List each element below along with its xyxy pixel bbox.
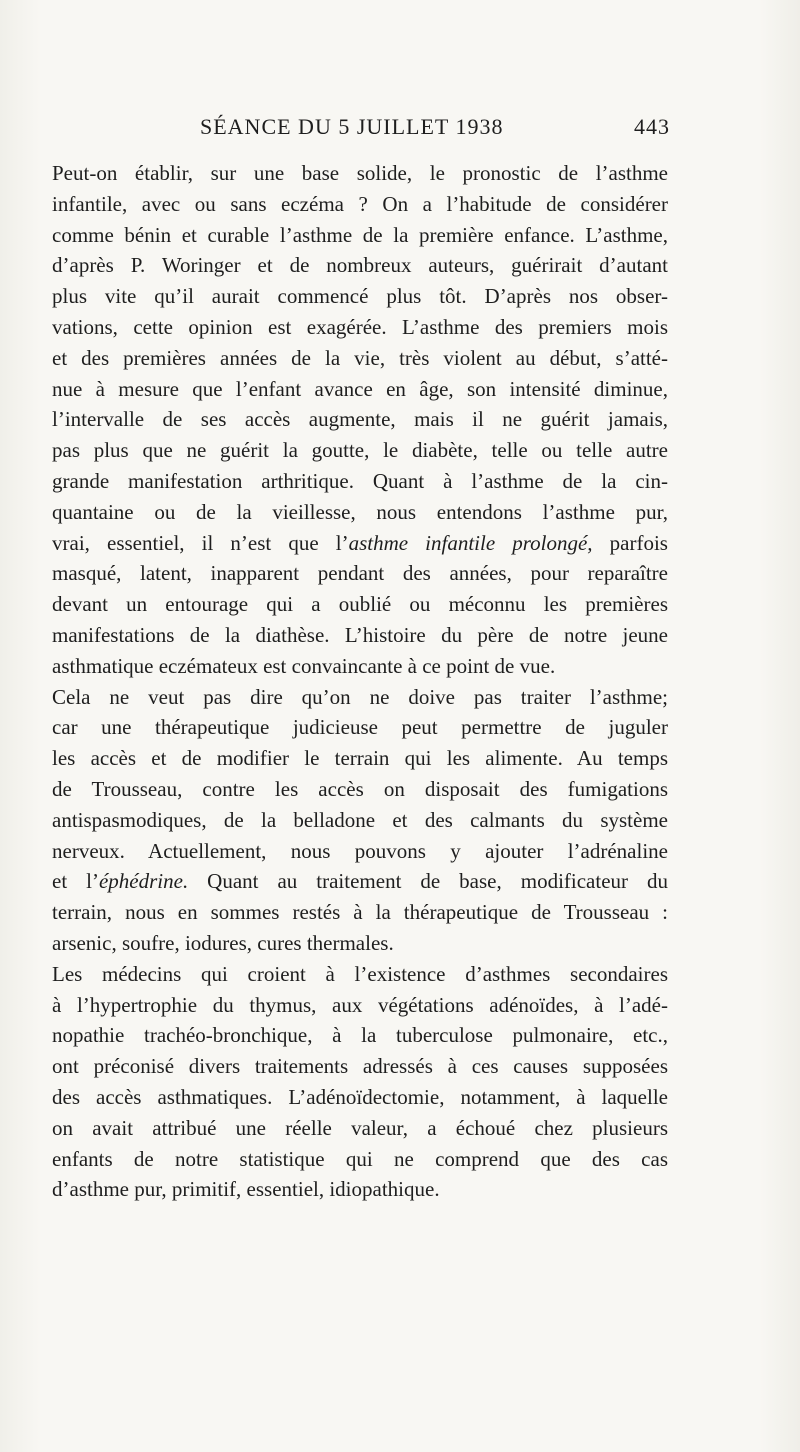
text-line: devant un entourage qui a oublié ou méconnu les premières — [52, 592, 668, 617]
page-number: 443 — [634, 114, 670, 139]
text-segment: parfois — [592, 530, 668, 555]
text-line: comme bénin et curable l’asthme de la première enfance. L’asthme, — [52, 222, 668, 247]
text-line: quantaine ou de la vieillesse, nous entendons l’asthme pur, — [52, 499, 668, 524]
text-line: nopathie trachéo-bronchique, à la tuberculose pulmonaire, etc., — [52, 1023, 668, 1048]
text-line: infantile, avec ou sans eczéma ? On a l’habitude de considérer — [52, 191, 668, 216]
text-segment: Quant au traitement de base, modificateur du — [188, 869, 668, 894]
text-line — [52, 866, 668, 897]
text-line: l’intervalle de ses accès augmente, mais il ne guérit jamais, — [52, 407, 668, 432]
text-line: masqué, latent, inapparent pendant des années, pour reparaître — [52, 561, 668, 586]
text-line: ont préconisé divers traitements adressés à ces causes supposées — [52, 1054, 668, 1079]
text-line: d’asthme pur, primitif, essentiel, idiopathique. — [52, 1177, 440, 1202]
text-line: grande manifestation arthritique. Quant à l’asthme de la cin- — [52, 468, 668, 493]
text-line: et des premières années de la vie, très violent au début, s’atté- — [52, 345, 668, 370]
text-line: car une thérapeutique judicieuse peut permettre de juguler — [52, 715, 668, 740]
text-line: manifestations de la diathèse. L’histoire du père de notre jeune — [52, 622, 668, 647]
text-line: d’après P. Woringer et de nombreux auteurs, guérirait d’autant — [52, 253, 668, 278]
text-line: Cela ne veut pas dire qu’on ne doive pas traiter l’asthme; — [52, 684, 668, 709]
text-line: Les médecins qui croient à l’existence d’asthmes secondaires — [52, 961, 668, 986]
text-line: les accès et de modifier le terrain qui les alimente. Au temps — [52, 746, 668, 771]
italic-phrase: asthme infantile prolongé, — [348, 530, 593, 555]
text-line: on avait attribué une réelle valeur, a échoué chez plusieurs — [52, 1115, 668, 1140]
text-line: pas plus que ne guérit la goutte, le diabète, telle ou telle autre — [52, 438, 668, 463]
text-line: Peut-on établir, sur une base solide, le pronostic de l’asthme — [52, 161, 668, 185]
text-line: antispasmodiques, de la belladone et des calmants du système — [52, 807, 668, 832]
body-text — [52, 158, 668, 1205]
running-title: SÉANCE DU 5 JUILLET 1938 — [200, 114, 504, 139]
text-line: nerveux. Actuellement, nous pouvons y ajouter l’adrénaline — [52, 838, 668, 863]
text-line — [52, 528, 668, 559]
text-line: vations, cette opinion est exagérée. L’asthme des premiers mois — [52, 314, 668, 339]
text-line: nue à mesure que l’enfant avance en âge, son intensité diminue, — [52, 376, 668, 401]
text-line: de Trousseau, contre les accès on disposait des fumigations — [52, 776, 668, 801]
text-line: arsenic, soufre, iodures, cures thermales. — [52, 930, 394, 955]
text-line: asthmatique eczémateux est convaincante à ce point de vue. — [52, 653, 556, 678]
running-header — [200, 114, 670, 144]
text-line: à l’hypertrophie du thymus, aux végétations adénoïdes, à l’adé- — [52, 992, 668, 1017]
italic-phrase: éphédrine. — [98, 869, 189, 894]
text-line: enfants de notre statistique qui ne comprend que des cas — [52, 1146, 668, 1171]
text-segment: et l’ — [52, 869, 99, 894]
text-segment: vrai, essentiel, il n’est que l’ — [52, 530, 349, 555]
text-line: terrain, nous en sommes restés à la thérapeutique de Trousseau : — [52, 900, 668, 925]
text-line: plus vite qu’il aurait commencé plus tôt. D’après nos obser- — [52, 284, 668, 309]
text-line: des accès asthmatiques. L’adénoïdectomie, notamment, à laquelle — [52, 1084, 668, 1109]
